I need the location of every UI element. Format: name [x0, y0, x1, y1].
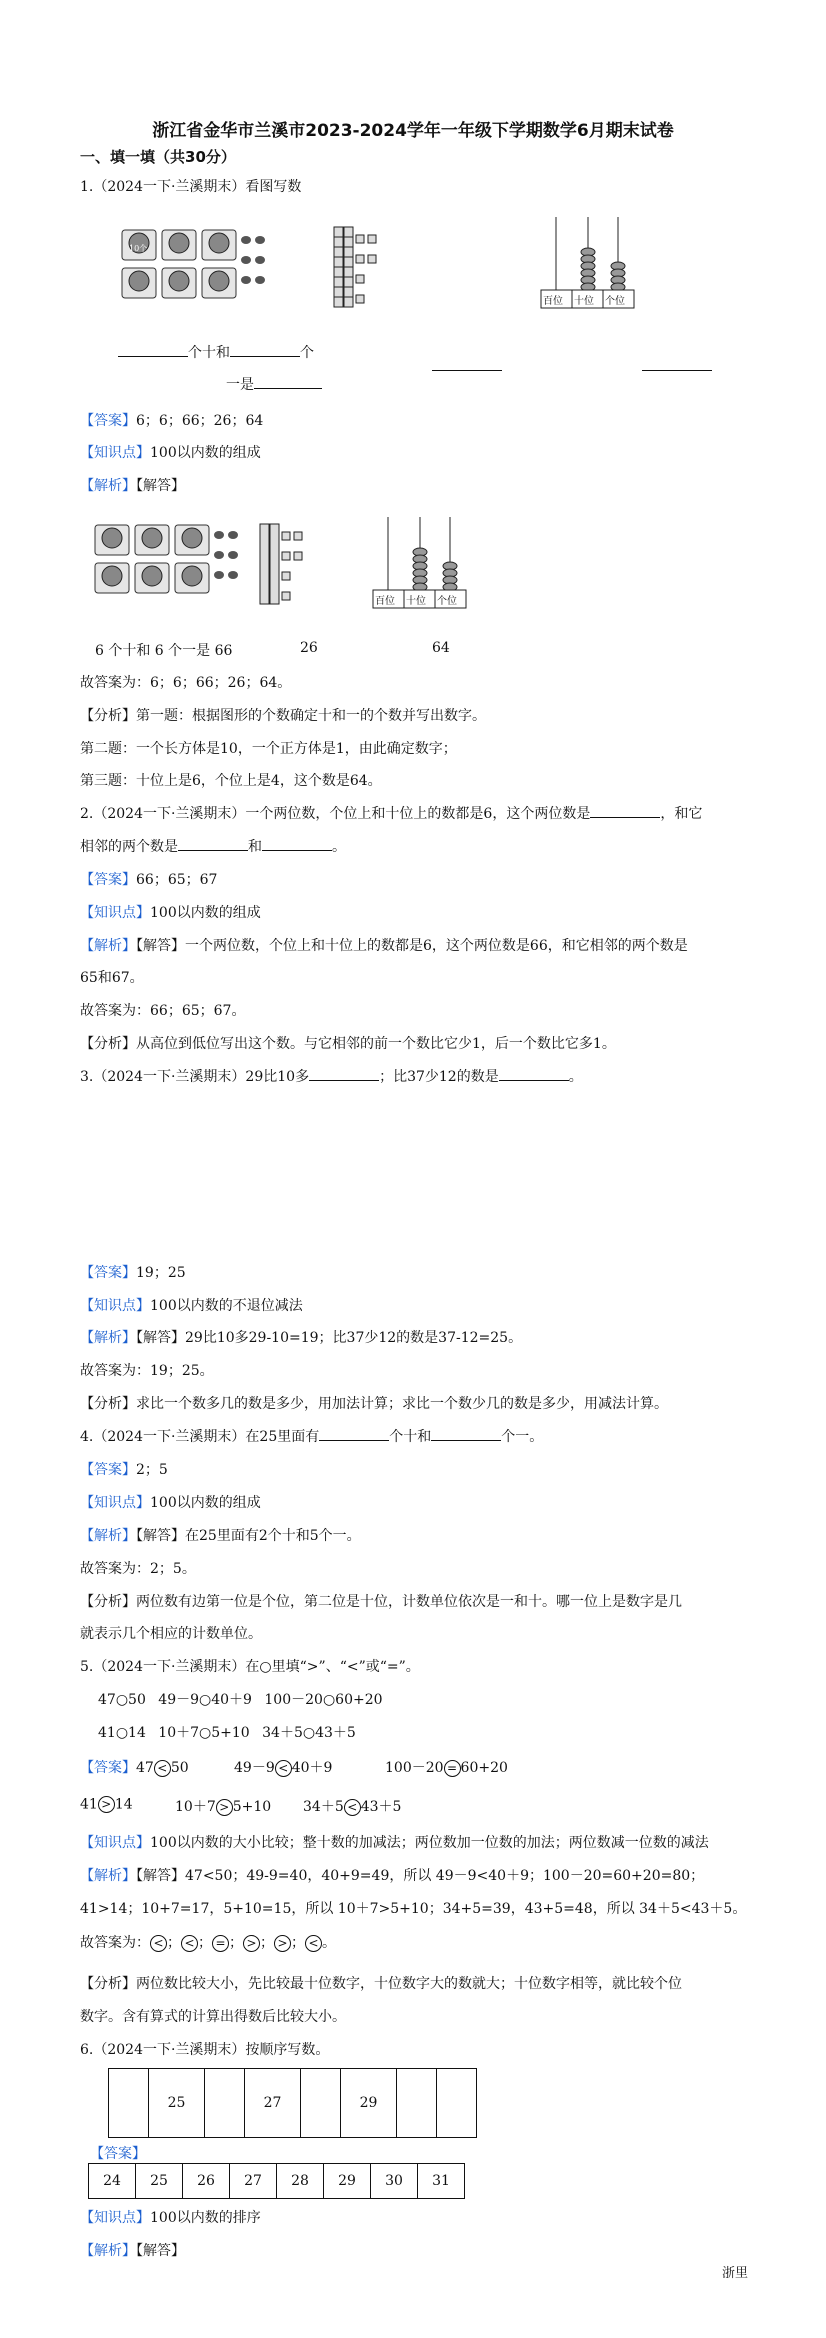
q4-answer: 【答案】2；5 — [80, 1462, 168, 1478]
abacus-label-ones: 个位 — [605, 296, 625, 307]
q3-jx: 【解析】【解答】29比10多29-10=19；比37少12的数是37-12=25。 — [80, 1330, 523, 1346]
q3-stem: 3.（2024一下·兰溪期末）29比10多 ；比37少12的数是 。 — [80, 1066, 583, 1086]
q2-jx2: 65和67。 — [80, 970, 144, 986]
answer-blank[interactable] — [319, 1426, 389, 1441]
q6-answer-tag: 【答案】 — [90, 2146, 146, 2162]
q4-final: 故答案为：2；5。 — [80, 1561, 196, 1577]
q5-fx2: 数字。含有算式的计算出得数后比较大小。 — [80, 2009, 346, 2025]
page-title: 浙江省金华市兰溪市2023-2024学年一年级下学期数学6月期末试卷 — [152, 121, 674, 141]
answer-blank[interactable] — [499, 1066, 569, 1081]
q1-fx2: 第二题：一个长方体是10，一个正方体是1，由此确定数字； — [80, 741, 457, 757]
bag-icon — [122, 230, 236, 298]
answer-blank[interactable] — [230, 342, 300, 357]
number-cell: 29 — [341, 2069, 397, 2138]
q5-jx1: 【解析】【解答】47<50；49-9=40，40+9=49，所以 49－9<40＋9；100－20=60+20=80； — [80, 1868, 705, 1884]
q1-answer: 【答案】6；6；66；26；64 — [80, 413, 264, 429]
q1-fx1: 【分析】第一题：根据图形的个数确定十和一的个数并写出数字。 — [80, 708, 486, 724]
page-footer: 浙里 — [722, 2266, 749, 2281]
q5-answer-item: 49－9 < 40＋9 — [234, 1760, 333, 1776]
q5-kp: 【知识点】100以内数的大小比较；整十数的加减法；两位数加一位数的加法；两位数减一位数的减法 — [80, 1835, 709, 1851]
q6-stem: 6.（2024一下·兰溪期末）按顺序写数。 — [80, 2042, 330, 2058]
compare-circle: < — [154, 1760, 171, 1777]
compare-circle: > — [98, 1796, 115, 1813]
number-cell[interactable] — [205, 2069, 245, 2138]
section-heading: 一、填一填（共30分） — [80, 148, 236, 166]
q1-blank-line-b — [226, 374, 322, 394]
number-cell: 31 — [418, 2164, 465, 2199]
q3-answer: 【答案】19；25 — [80, 1265, 186, 1281]
q6-jx: 【解析】【解答】 — [80, 2243, 185, 2259]
number-cell: 29 — [324, 2164, 371, 2199]
q2-stem-line2: 相邻的两个数是 和 。 — [80, 836, 346, 856]
q5-row1: 47○50 49－9○40＋9 100－20○60+20 — [98, 1692, 383, 1708]
q3-fx: 【分析】求比一个数多几的数是多少，用加法计算；求比一个数少几的数是多少，用减法计算。 — [80, 1396, 668, 1412]
blank-text: 一是 — [226, 377, 254, 393]
answer-blank[interactable] — [431, 1426, 501, 1441]
blank-text: 个十和 — [188, 345, 230, 361]
cubes-figure — [332, 225, 392, 310]
number-cell[interactable] — [109, 2069, 149, 2138]
q5-answer-item: 41 > 14 — [80, 1796, 133, 1813]
q5-stem: 5.（2024一下·兰溪期末）在○里填“>”、“<”或“=”。 — [80, 1659, 420, 1675]
number-cell[interactable] — [397, 2069, 437, 2138]
abacus-label-tens: 十位 — [574, 296, 594, 307]
compare-circle: > — [216, 1799, 233, 1816]
q5-answer-row1: 【答案】47 < 50 — [80, 1760, 189, 1776]
solution-bags-figure — [93, 523, 243, 603]
number-cell[interactable] — [301, 2069, 341, 2138]
number-cell: 25 — [149, 2069, 205, 2138]
number-cell: 24 — [89, 2164, 136, 2199]
answer-blank[interactable] — [309, 1066, 379, 1081]
q5-fx1: 【分析】两位数比较大小，先比较最十位数字，十位数字大的数就大；十位数字相等，就比较个位 — [80, 1976, 682, 1992]
q5-answer-item: 10＋7 > 5+10 — [175, 1799, 272, 1815]
bags-figure — [120, 228, 270, 308]
q1-solution-a: 6 个十和 6 个一是 66 — [95, 643, 233, 659]
q2-answer: 【答案】66；65；67 — [80, 872, 218, 888]
number-cell: 28 — [277, 2164, 324, 2199]
q2-final: 故答案为：66；65；67。 — [80, 1003, 246, 1019]
abacus-label-tens: 十位 — [406, 596, 426, 607]
q4-fx2: 就表示几个相应的计数单位。 — [80, 1626, 262, 1642]
q3-kp: 【知识点】100以内数的不退位减法 — [80, 1298, 303, 1314]
answer-blank[interactable] — [254, 374, 322, 389]
compare-circle: = — [444, 1760, 461, 1777]
number-cell[interactable] — [437, 2069, 477, 2138]
abacus-label-hundreds: 百位 — [543, 296, 563, 307]
q4-jx: 【解析】【解答】在25里面有2个十和5个一。 — [80, 1528, 361, 1544]
q5-answer-item: 34＋5 < 43＋5 — [303, 1799, 402, 1815]
solution-cubes-figure — [258, 522, 318, 607]
q5-jx2: 41>14；10+7=17，5+10=15，所以 10＋7>5+10；34+5=39，43+5=48，所以 34＋5<43＋5。 — [80, 1901, 747, 1917]
answer-blank[interactable] — [118, 342, 188, 357]
blank-text: 个 — [300, 345, 314, 361]
bag-label: 10个 — [129, 244, 148, 253]
q1-kp: 【知识点】100以内数的组成 — [80, 445, 261, 461]
q1-fx3: 第三题：十位上是6，个位上是4，这个数是64。 — [80, 773, 382, 789]
q1-solution-c: 64 — [432, 640, 450, 656]
number-cell: 25 — [136, 2164, 183, 2199]
q4-stem: 4.（2024一下·兰溪期末）在25里面有 个十和 个一。 — [80, 1426, 543, 1446]
q6-answer-table — [88, 2163, 465, 2199]
q2-kp: 【知识点】100以内数的组成 — [80, 905, 261, 921]
q2-fx: 【分析】从高位到低位写出这个数。与它相邻的前一个数比它少1，后一个数比它多1。 — [80, 1036, 616, 1052]
q6-kp: 【知识点】100以内数的排序 — [80, 2210, 261, 2226]
q6-question-table — [108, 2068, 477, 2138]
q1-final: 故答案为：6；6；66；26；64。 — [80, 675, 292, 691]
q2-jx1: 【解析】【解答】一个两位数，个位上和十位上的数都是6，这个两位数是66，和它相邻的两个数是 — [80, 938, 688, 954]
q5-final: 故答案为： < ； < ； = ； > ； > ； < 。 — [80, 1935, 336, 1951]
q3-final: 故答案为：19；25。 — [80, 1363, 214, 1379]
answer-blank[interactable] — [178, 836, 248, 851]
q2-stem-line1: 2.（2024一下·兰溪期末）一个两位数，个位上和十位上的数都是6，这个两位数是 ，和它 — [80, 803, 702, 823]
q1-stem: 1.（2024一下·兰溪期末）看图写数 — [80, 179, 302, 195]
q5-row2: 41○14 10＋7○5+10 34＋5○43＋5 — [98, 1725, 356, 1741]
q4-fx1: 【分析】两位数有边第一位是个位，第二位是十位，计数单位依次是一和十。哪一位上是数字是几 — [80, 1594, 682, 1610]
compare-circle: < — [275, 1760, 292, 1777]
answer-blank[interactable] — [262, 836, 332, 851]
abacus-label-ones: 个位 — [437, 596, 457, 607]
number-cell: 27 — [230, 2164, 277, 2199]
q5-answer-item: 100－20 = 60+20 — [385, 1760, 508, 1776]
number-cell: 27 — [245, 2069, 301, 2138]
answer-blank[interactable] — [590, 803, 660, 818]
number-cell: 26 — [183, 2164, 230, 2199]
q1-blank-line-a — [118, 342, 314, 362]
q1-jx: 【解析】【解答】 — [80, 478, 185, 494]
answer-blank[interactable] — [642, 356, 712, 371]
q4-kp: 【知识点】100以内数的组成 — [80, 1495, 261, 1511]
compare-circle: < — [344, 1799, 361, 1816]
number-cell: 30 — [371, 2164, 418, 2199]
answer-blank[interactable] — [432, 356, 502, 371]
abacus-label-hundreds: 百位 — [375, 596, 395, 607]
q1-solution-b: 26 — [300, 640, 318, 656]
